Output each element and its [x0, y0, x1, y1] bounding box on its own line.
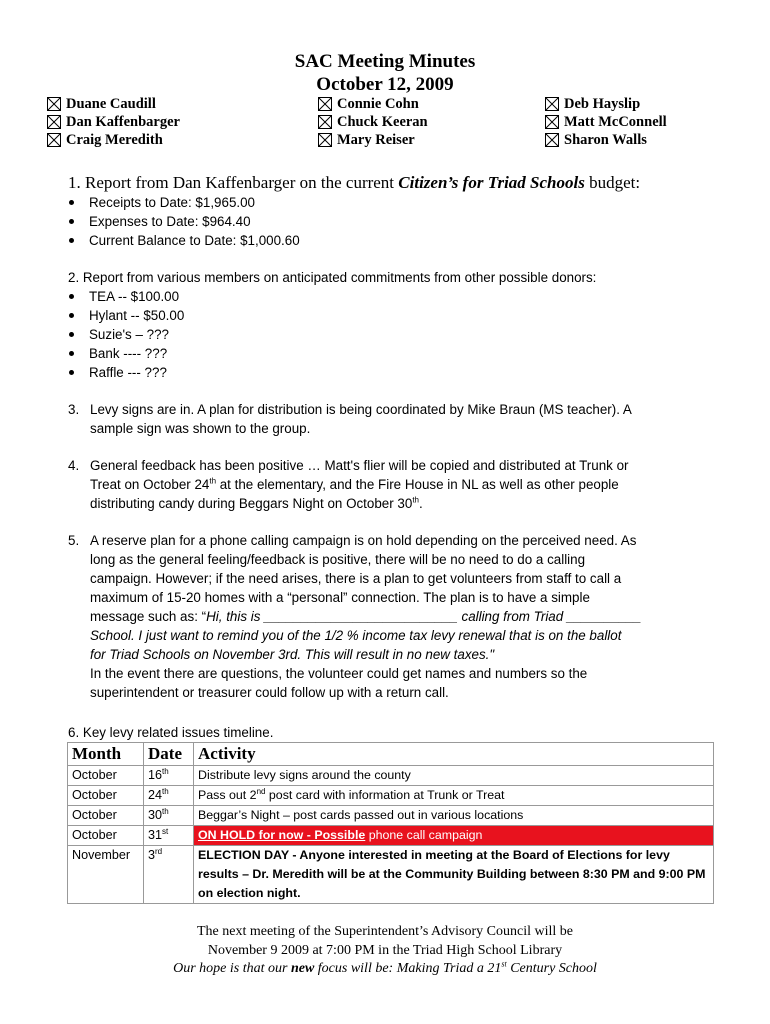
checked-box-icon [47, 133, 61, 147]
checked-box-icon [545, 97, 559, 111]
checked-box-icon [318, 97, 332, 111]
list-item: Raffle --- ??? [67, 363, 167, 382]
attendee-column-3 [545, 95, 667, 149]
attendee: Matt McConnell [545, 113, 667, 131]
column-header-activity: Activity [194, 743, 714, 766]
bullet-icon [69, 351, 74, 356]
attendee: Craig Meredith [47, 131, 180, 149]
cell-month: October [68, 826, 144, 846]
footer-line-2: November 9 2009 at 7:00 PM in the Triad High School Library [207, 943, 563, 958]
footer-line-1: The next meeting of the Superintendent’s Advisory Council will be [197, 924, 573, 939]
cell-date: 16th [144, 766, 194, 786]
document-title: SAC Meeting Minutes [294, 51, 476, 72]
bullet-icon [69, 238, 74, 243]
bullet-icon [69, 332, 74, 337]
cell-date: 24th [144, 786, 194, 806]
checked-box-icon [545, 133, 559, 147]
footer-line-3: Our hope is that our new focus will be: Making Triad a 21st Century School [173, 959, 597, 976]
cell-date: 31st [144, 826, 194, 846]
cell-month: October [68, 786, 144, 806]
list-item: Bank ---- ??? [67, 344, 167, 363]
section-5: 5. A reserve plan for a phone calling campaign is on hold depending on the perceived need. As long as the general feeling/feedback is positive, there will be no need to do a calling campaign. However; if the need arises, there is a plan to get volunteers from staff to call a maximum of 15-20 homes with a “personal” connection. The plan is to have a simple message such as: “Hi, this is __________________________ calling from Triad __________ School. I just want to remind you of the 1/2 % income tax levy renewal that is on the ballot for Triad Schools on November 3rd. This will result in no new taxes." In the event there are questions, the volunteer could get names and numbers so the superintendent or treasurer could follow up with a return call. [68, 533, 642, 700]
list-item: Hylant -- $50.00 [67, 306, 184, 325]
attendee: Sharon Walls [545, 131, 667, 149]
attendee-column-1 [47, 95, 180, 149]
attendee-column-2 [318, 95, 428, 149]
table-row [68, 846, 714, 904]
cell-date: 3rd [144, 846, 194, 904]
attendee: Mary Reiser [318, 131, 428, 149]
attendee: Deb Hayslip [545, 95, 667, 113]
table-header-row [68, 743, 714, 766]
column-header-month: Month [68, 743, 144, 766]
table-row [68, 806, 714, 826]
cell-activity: Beggar’s Night – post cards passed out in various locations [194, 806, 714, 826]
cell-activity: ELECTION DAY - Anyone interested in meeting at the Board of Elections for levy results – Dr. Meredith will be at the Community Building between 8:30 PM and 9:00 PM on election night. [194, 846, 714, 904]
table-row [68, 766, 714, 786]
list-item: Current Balance to Date: $1,000.60 [67, 231, 300, 250]
section-3: 3. Levy signs are in. A plan for distribution is being coordinated by Mike Braun (MS teacher). A sample sign was shown to the group. [68, 402, 632, 436]
table-row [68, 786, 714, 806]
cell-month: October [68, 806, 144, 826]
bullet-icon [69, 219, 74, 224]
section-2-heading: 2. Report from various members on anticipated commitments from other possible donors: [68, 270, 597, 285]
checked-box-icon [318, 133, 332, 147]
column-header-date: Date [144, 743, 194, 766]
section-4: 4. General feedback has been positive … Matt's flier will be copied and distributed at Trunk or Treat on October 24th at the elementary, and the Fire House in NL as well as other people distributing candy during Beggars Night on October 30th. [68, 458, 629, 511]
cell-activity: Distribute levy signs around the county [194, 766, 714, 786]
cell-date: 30th [144, 806, 194, 826]
bullet-icon [69, 313, 74, 318]
cell-activity: Pass out 2nd post card with information at Trunk or Treat [194, 786, 714, 806]
timeline-table [67, 742, 714, 904]
bullet-icon [69, 200, 74, 205]
checked-box-icon [47, 97, 61, 111]
list-item: Suzie's – ??? [67, 325, 169, 344]
checked-box-icon [545, 115, 559, 129]
attendee: Chuck Keeran [318, 113, 428, 131]
attendee: Dan Kaffenbarger [47, 113, 180, 131]
checked-box-icon [47, 115, 61, 129]
cell-activity-highlighted: ON HOLD for now - Possible phone call campaign [194, 826, 714, 846]
meeting-date: October 12, 2009 [316, 74, 454, 95]
list-item: TEA -- $100.00 [67, 287, 179, 306]
bullet-icon [69, 294, 74, 299]
section-1-heading: 1. Report from Dan Kaffenbarger on the current Citizen’s for Triad Schools budget: [68, 173, 641, 192]
checked-box-icon [318, 115, 332, 129]
list-item: Receipts to Date: $1,965.00 [67, 193, 255, 212]
attendee: Duane Caudill [47, 95, 180, 113]
cell-month: November [68, 846, 144, 904]
attendee: Connie Cohn [318, 95, 428, 113]
table-row [68, 826, 714, 846]
bullet-icon [69, 370, 74, 375]
cell-month: October [68, 766, 144, 786]
section-6-heading: 6. Key levy related issues timeline. [68, 725, 274, 740]
list-item: Expenses to Date: $964.40 [67, 212, 251, 231]
